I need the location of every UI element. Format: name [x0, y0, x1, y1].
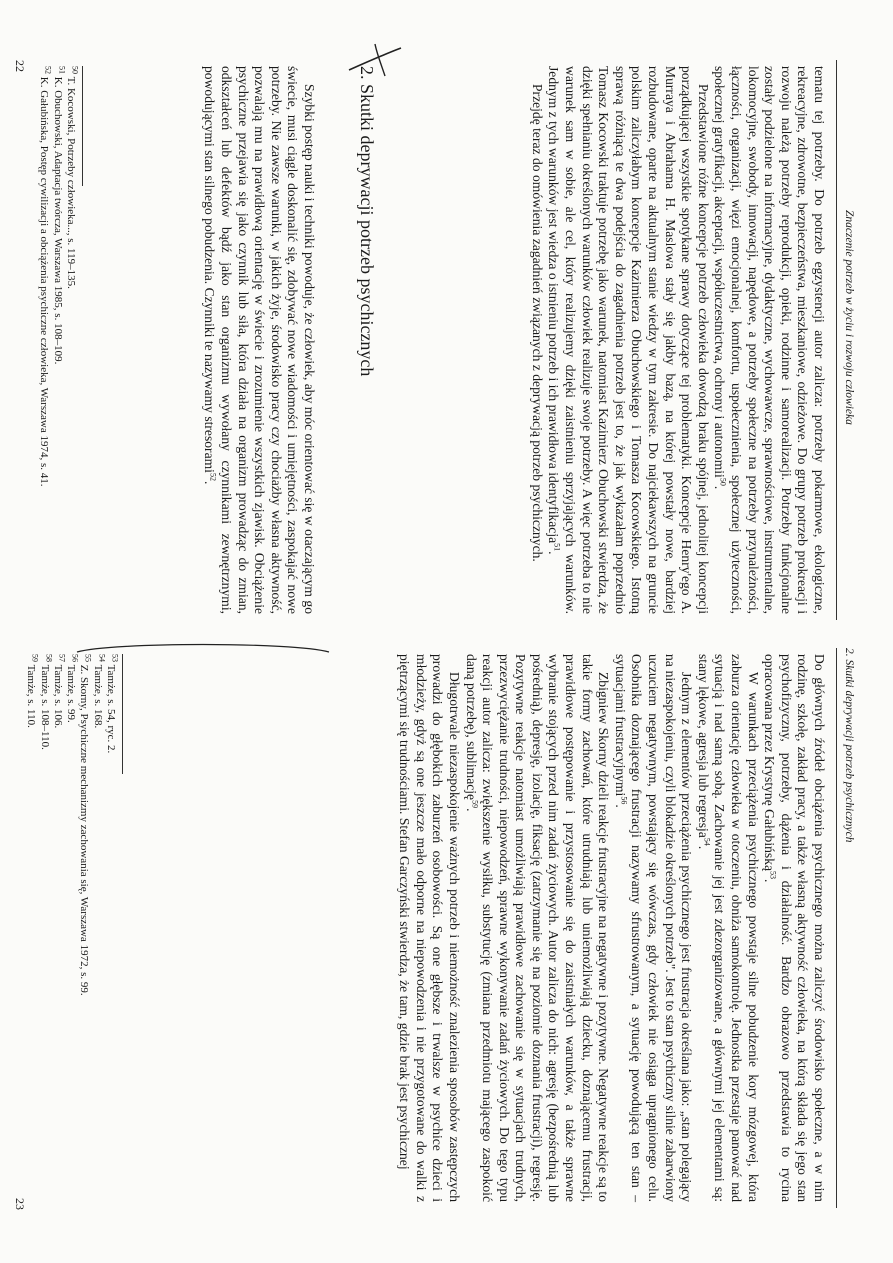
- footnote-ref: 51: [553, 543, 563, 552]
- page-23: [0, 632, 893, 1263]
- footnote-number: 54: [97, 654, 107, 662]
- footnote: [37, 66, 54, 487]
- footnote-number: 59: [30, 654, 40, 662]
- page-number-left: 22: [13, 60, 27, 72]
- footnote-ref: 59: [470, 800, 480, 809]
- footnote: [77, 654, 94, 996]
- footnote-text: K. Gałubińska, Postęp cywilizacji a obciążenia psychiczne człowieka, Warszawa 1974, s. 41.: [38, 76, 51, 487]
- footnote-rule: [82, 66, 83, 186]
- footnote-ref: 53: [768, 871, 778, 880]
- paragraph: Zbigniew Skorny dzieli reakcje frustracyjne na negatywne i pozytywne. Negatywne reakcje są to takie formy zachowań, które utrudniają lub uniemożliwiają dziecku, doznającemu frustracji, prawidłowe postępowanie i przystosowanie się do zaistniałych warunków, a także sprawne wybranie stojących przed nim zadań życiowych. Autor zalicza do nich: agresję (bezpośrednią lub pośrednią), depresję, izolację, fiksację (zatrzymanie się na poziomie doznania frustracji), regresję. Pozytywne reakcje natomiast umożliwiają prawidłowe zachowanie się w sytuacjach trudnych, przezwyciężanie trudności, niepowodzeń, sprawne wykonywanie zadań życiowych. Do tego typu reakcji autor zalicza: zwiększenie wysiłku, substytucję (zmiana przedmiotu mającego zaspokoić daną potrzebę), sublimację$^{59}$.: [463, 654, 612, 1202]
- header-rule-left: [836, 60, 837, 620]
- footnote-number: 51: [57, 66, 67, 74]
- footnote-ref: 50: [718, 477, 728, 486]
- footnote-number: 53: [110, 654, 120, 662]
- paragraph-text: Przejdę teraz do omówienia zagadnień związanych z deprywacją potrzeb psychicznych.: [529, 84, 545, 562]
- footnote-number: 52: [44, 66, 54, 74]
- page-number-right: 23: [13, 1198, 27, 1210]
- footnote-number: 56: [70, 654, 80, 662]
- paragraph-text: Szybki postęp nauki i techniki powoduje, że człowiek, aby móc orientować się w otaczającym go świecie, musi ciągle doskonalić się, zdobywać nowe wiadomości i umiejętności, zaspokajać nowe potrzeby. Nie zawsze warunki, w jakich żyje, środowisko pracy czy chociażby własna aktywność, pozwalają mu na prawidłową orientację w świecie i zrozumienie wszystkich zjawisk. Obciążenie psychiczne przejawia się jako czynnik lub siła, która działa na organizm prowadząc do zmian, odkształceń lub defektów bądź jako stan organizmu wywołany czynnikami zewnętrznymi, powodującymi stan silnego pobudzenia. Czynniki te nazywamy stresorami: [202, 66, 317, 614]
- header-rule-right: [836, 648, 837, 1208]
- paragraph-text: Jednym z elementów przeciążenia psychicznego jest frustracja określana jako: „stan polegający na niezaspokojeniu, czyli blokadzie określonych potrzeb". Jest to stan psychiczny silnie zabarwiony uczuciem negatywnym, powstający się wówczas, gdy człowiek nie osiąga upragnionego celu. Osobnika doznającego frustracji nazywamy sfrustrowanym, a sytuację powodującą ten stan – sytuacjami frustracyjnymi: [612, 654, 695, 1202]
- footnote-text: Tamże, s. 108–110.: [38, 664, 51, 750]
- footnote-text: Tamże, s. 106.: [51, 664, 64, 729]
- footnote: [104, 654, 120, 996]
- section-heading: 2. Skutki deprywacji potrzeb psychicznych: [357, 66, 377, 377]
- footnote-number: 50: [70, 66, 80, 74]
- footnote-number: 55: [84, 654, 94, 662]
- footnote-text: T. Kocowski, Potrzeby człowieka..., s. 119–135.: [65, 76, 77, 289]
- footnote-text: Tamże, s. 168.: [91, 664, 104, 729]
- paragraph-text: Zbigniew Skorny dzieli reakcje frustracyjne na negatywne i pozytywne. Negatywne reakcje są to takie formy zachowań, które utrudniają lub uniemożliwiają dziecku, doznającemu frustracji, prawidłowe postępowanie i przystosowanie się do zaistniałych warunków, a także sprawne wybranie stojących przed nim zadań życiowych. Autor zalicza do nich: agresję (bezpośrednią lub pośrednią), depresję, izolację, fiksację (zatrzymanie się na poziomie doznania frustracji), regresję. Pozytywne reakcje natomiast umożliwiają prawidłowe zachowanie się w sytuacjach trudnych, przezwyciężanie trudności, niepowodzeń, sprawne wykonywanie zadań życiowych. Do tego typu reakcji autor zalicza: zwiększenie wysiłku, substytucję (zmiana przedmiotu mającego zaspokoić daną potrzebę), sublimację: [463, 654, 612, 1202]
- footnote-text: Z. Skorny, Psychiczne mechanizmy zachowania się, Warszawa 1972, s. 99.: [78, 664, 91, 996]
- footnote-text: K. Obuchowski, Adaptacja twórcza, Warszawa 1985, s. 108–109.: [51, 76, 64, 365]
- paragraph-text: W warunkach przeciążenia psychicznego powstaje silne pobudzenie kory mózgowej, która zaburza orientację człowieka w otoczeniu, obniża samokontrolę. Jednostka przestaje panować nad sytuacją i nad samą sobą. Zachowanie jej jest zdezorganizowane, a głównymi jej elementami są: stany lękowe, agresja lub regresja: [695, 654, 761, 1202]
- page-22: [0, 0, 893, 630]
- footnote: [51, 654, 67, 996]
- paragraph: Do głównych źródeł obciążenia psychicznego można zaliczyć środowisko społeczne, a w nim rodzinę, szkołę, zakład pracy, a także własną aktywność człowieka, na którą składa się jego stan psychofizyczny, potrzeby, dążenia i działalność. Bardzo obrazowo przedstawia to rycina opracowana przez Krystynę Gałubińską$^{53}$.: [762, 654, 827, 1202]
- paragraph: tematu tej potrzeby. Do potrzeb egzystencji autor zalicza: potrzeby pokarmowe, ekologiczne, rekreacyjne, zdrowotne, bezpieczeństwa, mieszkaniowe, odzieżowe. Do grupy potrzeb prokreacji i rozwoju należą potrzeby reprodukcji, opieki, rodzinne i samorealizacji. Potrzeby funkcjonalne zostały podzielone na informacyjne, dydaktyczne, wychowawcze, sprawnościowe, instrumentalne, lokomocyjne, swobody, innowacji, napędowe, a potrzeby społeczne na potrzeby przynależności, łączności, organizacji, więzi emocjonalnej, komfortu, uspołecznienia, społecznej użyteczności, społecznej gratyfikacji, akceptacji, współuczestnictwa, ochrony i autonomii$^{50}$.: [712, 66, 827, 614]
- paragraph: Przedstawione różne koncepcje potrzeb człowieka dowodzą braku spójnej, jednolitej koncepcji porządkującej wszystkie spotykane sprawy dotyczące tej problematyki. Koncepcje Henry'ego A. Murraya i Abrahama H. Maslowa stały się jakby bazą, na której powstały nowe, bardziej rozbudowane, oparte na aktualnym stanie wiedzy w tym zakresie. Do najciekawszych na gruncie polskim zaliczyłabym koncepcje Kazimierza Obuchowskiego i Tomasza Kocowskiego. Istotną sprawą różniącą te dwa podejścia do zagadnienia potrzeb jest to, że jak wykazałam poprzednio Tomasz Kocowski traktuje potrzebę jako warunek, natomiast Kazimierz Obuchowski stwierdza, że dzięki spełnianiu określonych warunków człowiek realizuje swoje potrzeby. A więc potrzeba to nie warunek sam w sobie, ale cel, który realizujemy dzięki zaistnieniu sprzyjających warunków. Jednym z tych warunków jest wiedza o istnieniu potrzeb i ich prawidłowa identyfikacja$^{51}$.: [546, 66, 711, 614]
- footnote-ref: 52: [208, 472, 218, 481]
- paragraph: Szybki postęp nauki i techniki powoduje, że człowiek, aby móc orientować się w otaczającym go świecie, musi ciągle doskonalić się, zdobywać nowe wiadomości i umiejętności, zaspokajać nowe potrzeby. Nie zawsze warunki, w jakich żyje, środowisko pracy czy chociażby własna aktywność, pozwalają mu na prawidłową orientację w świecie i zrozumienie wszystkich zjawisk. Obciążenie psychiczne przejawia się jako czynnik lub siła, która działa na organizm prowadząc do zmian, odkształceń lub defektów bądź jako stan organizmu wywołany czynnikami zewnętrznymi, powodującymi stan silnego pobudzenia. Czynniki te nazywamy stresorami$^{52}$.: [202, 66, 317, 614]
- running-head-right: 2. Skutki deprywacji potrzeb psychicznych: [843, 648, 855, 843]
- footnotes-right: [24, 654, 120, 996]
- paragraph: W warunkach przeciążenia psychicznego powstaje silne pobudzenie kory mózgowej, która zaburza orientację człowieka w otoczeniu, obniża samokontrolę. Jednostka przestaje panować nad sytuacją i nad samą sobą. Zachowanie jej jest zdezorganizowane, a głównymi jej elementami są: stany lękowe, agresja lub regresja$^{54}$.: [695, 654, 761, 1202]
- footnote-ref: 56: [619, 796, 629, 805]
- footnote-number: 58: [44, 654, 54, 662]
- paragraph: [528, 66, 545, 614]
- footnote: [37, 654, 54, 996]
- footnote: [90, 654, 107, 996]
- paragraph-text: Przedstawione różne koncepcje potrzeb człowieka dowodzą braku spójnej, jednolitej koncepcji porządkującej wszystkie spotykane sprawy dotyczące tej problematyki. Koncepcje Henry'ego A. Murraya i Abrahama H. Maslowa stały się jakby bazą, na której powstały nowe, bardziej rozbudowane, oparte na aktualnym stanie wiedzy w tym zakresie. Do najciekawszych na gruncie polskim zaliczyłabym koncepcje Kazimierza Obuchowskiego i Tomasza Kocowskiego. Istotną sprawą różniącą te dwa podejścia do zagadnienia potrzeb jest to, że jak wykazałam poprzednio Tomasz Kocowski traktuje potrzebę jako warunek, natomiast Kazimierz Obuchowski stwierdza, że dzięki spełnianiu określonych warunków człowiek realizuje swoje potrzeby. A więc potrzeba to nie warunek sam w sobie, ale cel, który realizujemy dzięki zaistnieniu sprzyjających warunków. Jednym z tych warunków jest wiedza o istnieniu potrzeb i ich prawidłowa identyfikacja: [546, 66, 711, 614]
- paragraph: [396, 654, 462, 1202]
- footnote: [64, 654, 80, 996]
- footnote: [64, 66, 80, 487]
- pen-mark-icon: [345, 40, 405, 80]
- right-body: [396, 654, 827, 1202]
- paragraph-text: Długotrwale niezaspokojenie ważnych potrzeb i niemożność znalezienia sposobów zastępczych prowadzi do głębokich zaburzeń osobowości. Są one głębsze i trwalsze w psychice dzieci i młodzieży, gdyż są one jeszcze mało odporne na niepowodzenia i nie przygotowane do walki z piętrzącymi się trudnościami. Stefan Garczyński stwierdza, że tam, gdzie brak jest psychicznej: [397, 654, 462, 1202]
- paragraph: Jednym z elementów przeciążenia psychicznego jest frustracja określana jako: „stan polegający na niezaspokojeniu, czyli blokadzie określonych potrzeb". Jest to stan psychiczny silnie zabarwiony uczuciem negatywnym, powstający się wówczas, gdy człowiek nie osiąga upragnionego celu. Osobnika doznającego frustracji nazywamy sfrustrowanym, a sytuację powodującą ten stan – sytuacjami frustracyjnymi$^{56}$.: [612, 654, 695, 1202]
- footnote-ref: 54: [702, 837, 712, 846]
- left-body-section: [201, 66, 317, 614]
- paragraph-text: tematu tej potrzeby. Do potrzeb egzystencji autor zalicza: potrzeby pokarmowe, ekologiczne, rekreacyjne, zdrowotne, bezpieczeństwa, mieszkaniowe, odzieżowe. Do grupy potrzeb prokreacji i rozwoju należą potrzeby reprodukcji, opieki, rodzinne i samorealizacji. Potrzeby funkcjonalne zostały podzielone na informacyjne, dydaktyczne, wychowawcze, sprawnościowe, instrumentalne, lokomocyjne, swobody, innowacji, napędowe, a potrzeby społeczne na potrzeby przynależności, łączności, organizacji, więzi emocjonalnej, komfortu, uspołecznienia, społecznej użyteczności, społecznej gratyfikacji, akceptacji, współuczestnictwa, ochrony i autonomii: [712, 66, 827, 614]
- left-body-top: [528, 66, 827, 614]
- footnote-text: Tamże, s. 54, ryc. 2.: [105, 664, 117, 754]
- footnote: [50, 66, 67, 487]
- footnote: [24, 654, 40, 996]
- paragraph-text: Do głównych źródeł obciążenia psychicznego można zaliczyć środowisko społeczne, a w nim rodzinę, szkołę, zakład pracy, a także własną aktywność człowieka, na którą składa się jego stan psychofizyczny, potrzeby, dążenia i działalność. Bardzo obrazowo przedstawia to rycina opracowana przez Krystynę Gałubińską: [762, 654, 827, 1202]
- footnote-rule: [122, 654, 123, 774]
- footnote-text: Tamże, s. 110.: [25, 664, 38, 728]
- footnote-number: 57: [57, 654, 67, 662]
- footnote-text: Tamże, s. 99.: [65, 664, 78, 723]
- running-head-left: Znaczenie potrzeb w życiu i rozwoju człowieka: [843, 210, 855, 425]
- footnotes-left: [37, 66, 80, 487]
